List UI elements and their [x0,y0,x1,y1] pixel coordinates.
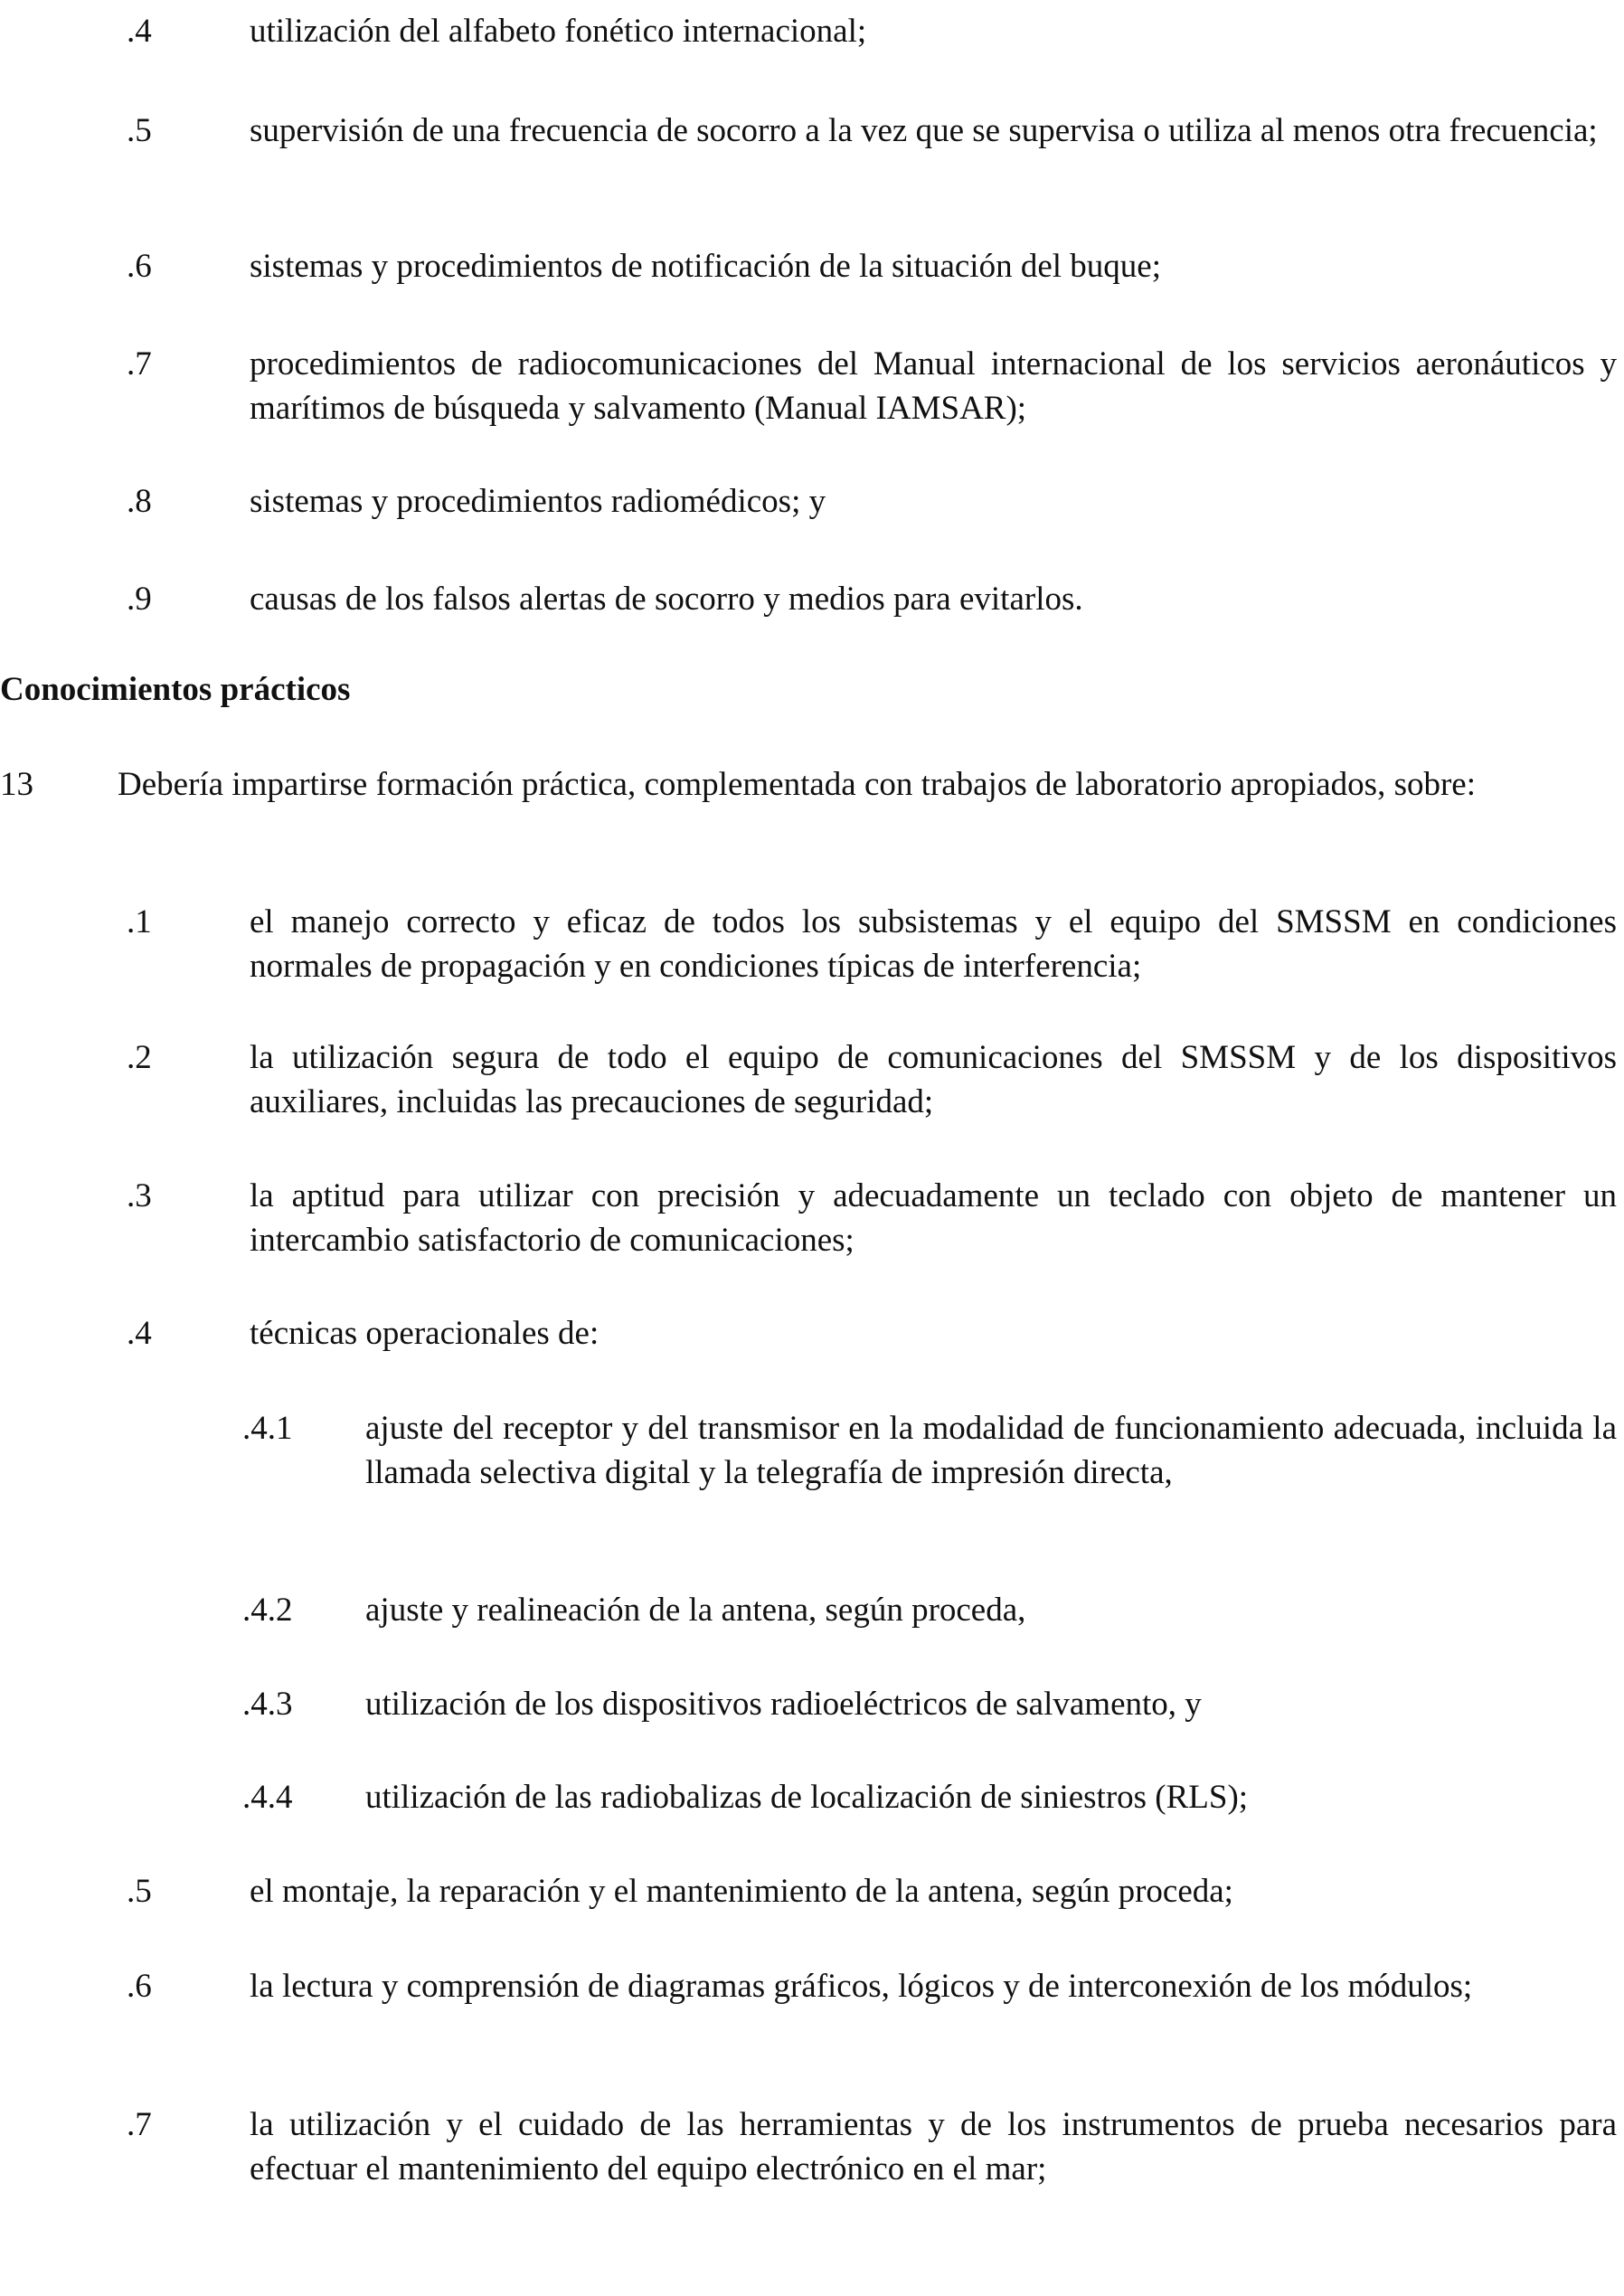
item-text: utilización del alfabeto fonético internacional; [250,13,867,50]
item-text: utilización de los dispositivos radioeléctricos de salvamento, y [365,1686,1202,1723]
item-number: .8 [127,483,152,520]
section-heading: Conocimientos prácticos [0,671,351,708]
item-number: .6 [127,248,152,285]
item-text: sistemas y procedimientos radiomédicos; y [250,483,826,520]
item-number: .5 [127,1873,152,1910]
paragraph-text: Debería impartirse formación práctica, complementada con trabajos de laboratorio apropiados, sobre: [118,766,1477,803]
item-number: .4.4 [242,1779,293,1816]
item-number: .9 [127,581,152,618]
item-number: .2 [127,1039,152,1076]
item-text: el manejo correcto y eficaz de todos los subsistemas y el equipo del SMSSM en condiciones normales de propagación y en condiciones típicas de interferencia; [250,903,1617,985]
item-text: el montaje, la reparación y el mantenimiento de la antena, según proceda; [250,1873,1233,1910]
paragraph-number: 13 [0,766,33,803]
item-number: .4.2 [242,1592,293,1629]
item-number: .4.1 [242,1410,293,1447]
item-text: causas de los falsos alertas de socorro y medios para evitarlos. [250,581,1083,618]
item-number: .4 [127,13,152,50]
item-number: .7 [127,2106,152,2143]
item-text: utilización de las radiobalizas de localización de siniestros (RLS); [365,1779,1249,1816]
item-text: ajuste del receptor y del transmisor en la modalidad de funcionamiento adecuada, incluida la llamada selectiva digital y la telegrafía de impresión directa, [365,1410,1617,1491]
item-text: la aptitud para utilizar con precisión y adecuadamente un teclado con objeto de mantener un intercambio satisfactorio de comunicaciones; [250,1177,1617,1259]
item-text: la lectura y comprensión de diagramas gráficos, lógicos y de interconexión de los módulos; [250,1968,1473,2005]
item-number: .4 [127,1315,152,1352]
item-text: sistemas y procedimientos de notificación de la situación del buque; [250,248,1161,285]
item-number: .1 [127,903,152,940]
item-text: técnicas operacionales de: [250,1315,600,1352]
paragraph-13 [0,762,1617,807]
item-text: ajuste y realineación de la antena, según proceda, [365,1592,1026,1629]
item-text: la utilización segura de todo el equipo de comunicaciones del SMSSM y de los dispositivos auxiliares, incluidas las precauciones de seguridad; [250,1039,1617,1120]
item-number: .6 [127,1968,152,2005]
item-text: la utilización y el cuidado de las herramientas y de los instrumentos de prueba necesarios para efectuar el mantenimiento del equipo electrónico en el mar; [250,2106,1617,2187]
item-number: .4.3 [242,1686,293,1723]
item-number: .7 [127,345,152,383]
item-number: .5 [127,112,152,149]
item-number: .3 [127,1177,152,1214]
item-text: supervisión de una frecuencia de socorro a la vez que se supervisa o utiliza al menos otra frecuencia; [250,112,1598,149]
item-text: procedimientos de radiocomunicaciones del Manual internacional de los servicios aeronáuticos y marítimos de búsqueda y salvamento (Manual IAMSAR); [250,345,1617,427]
